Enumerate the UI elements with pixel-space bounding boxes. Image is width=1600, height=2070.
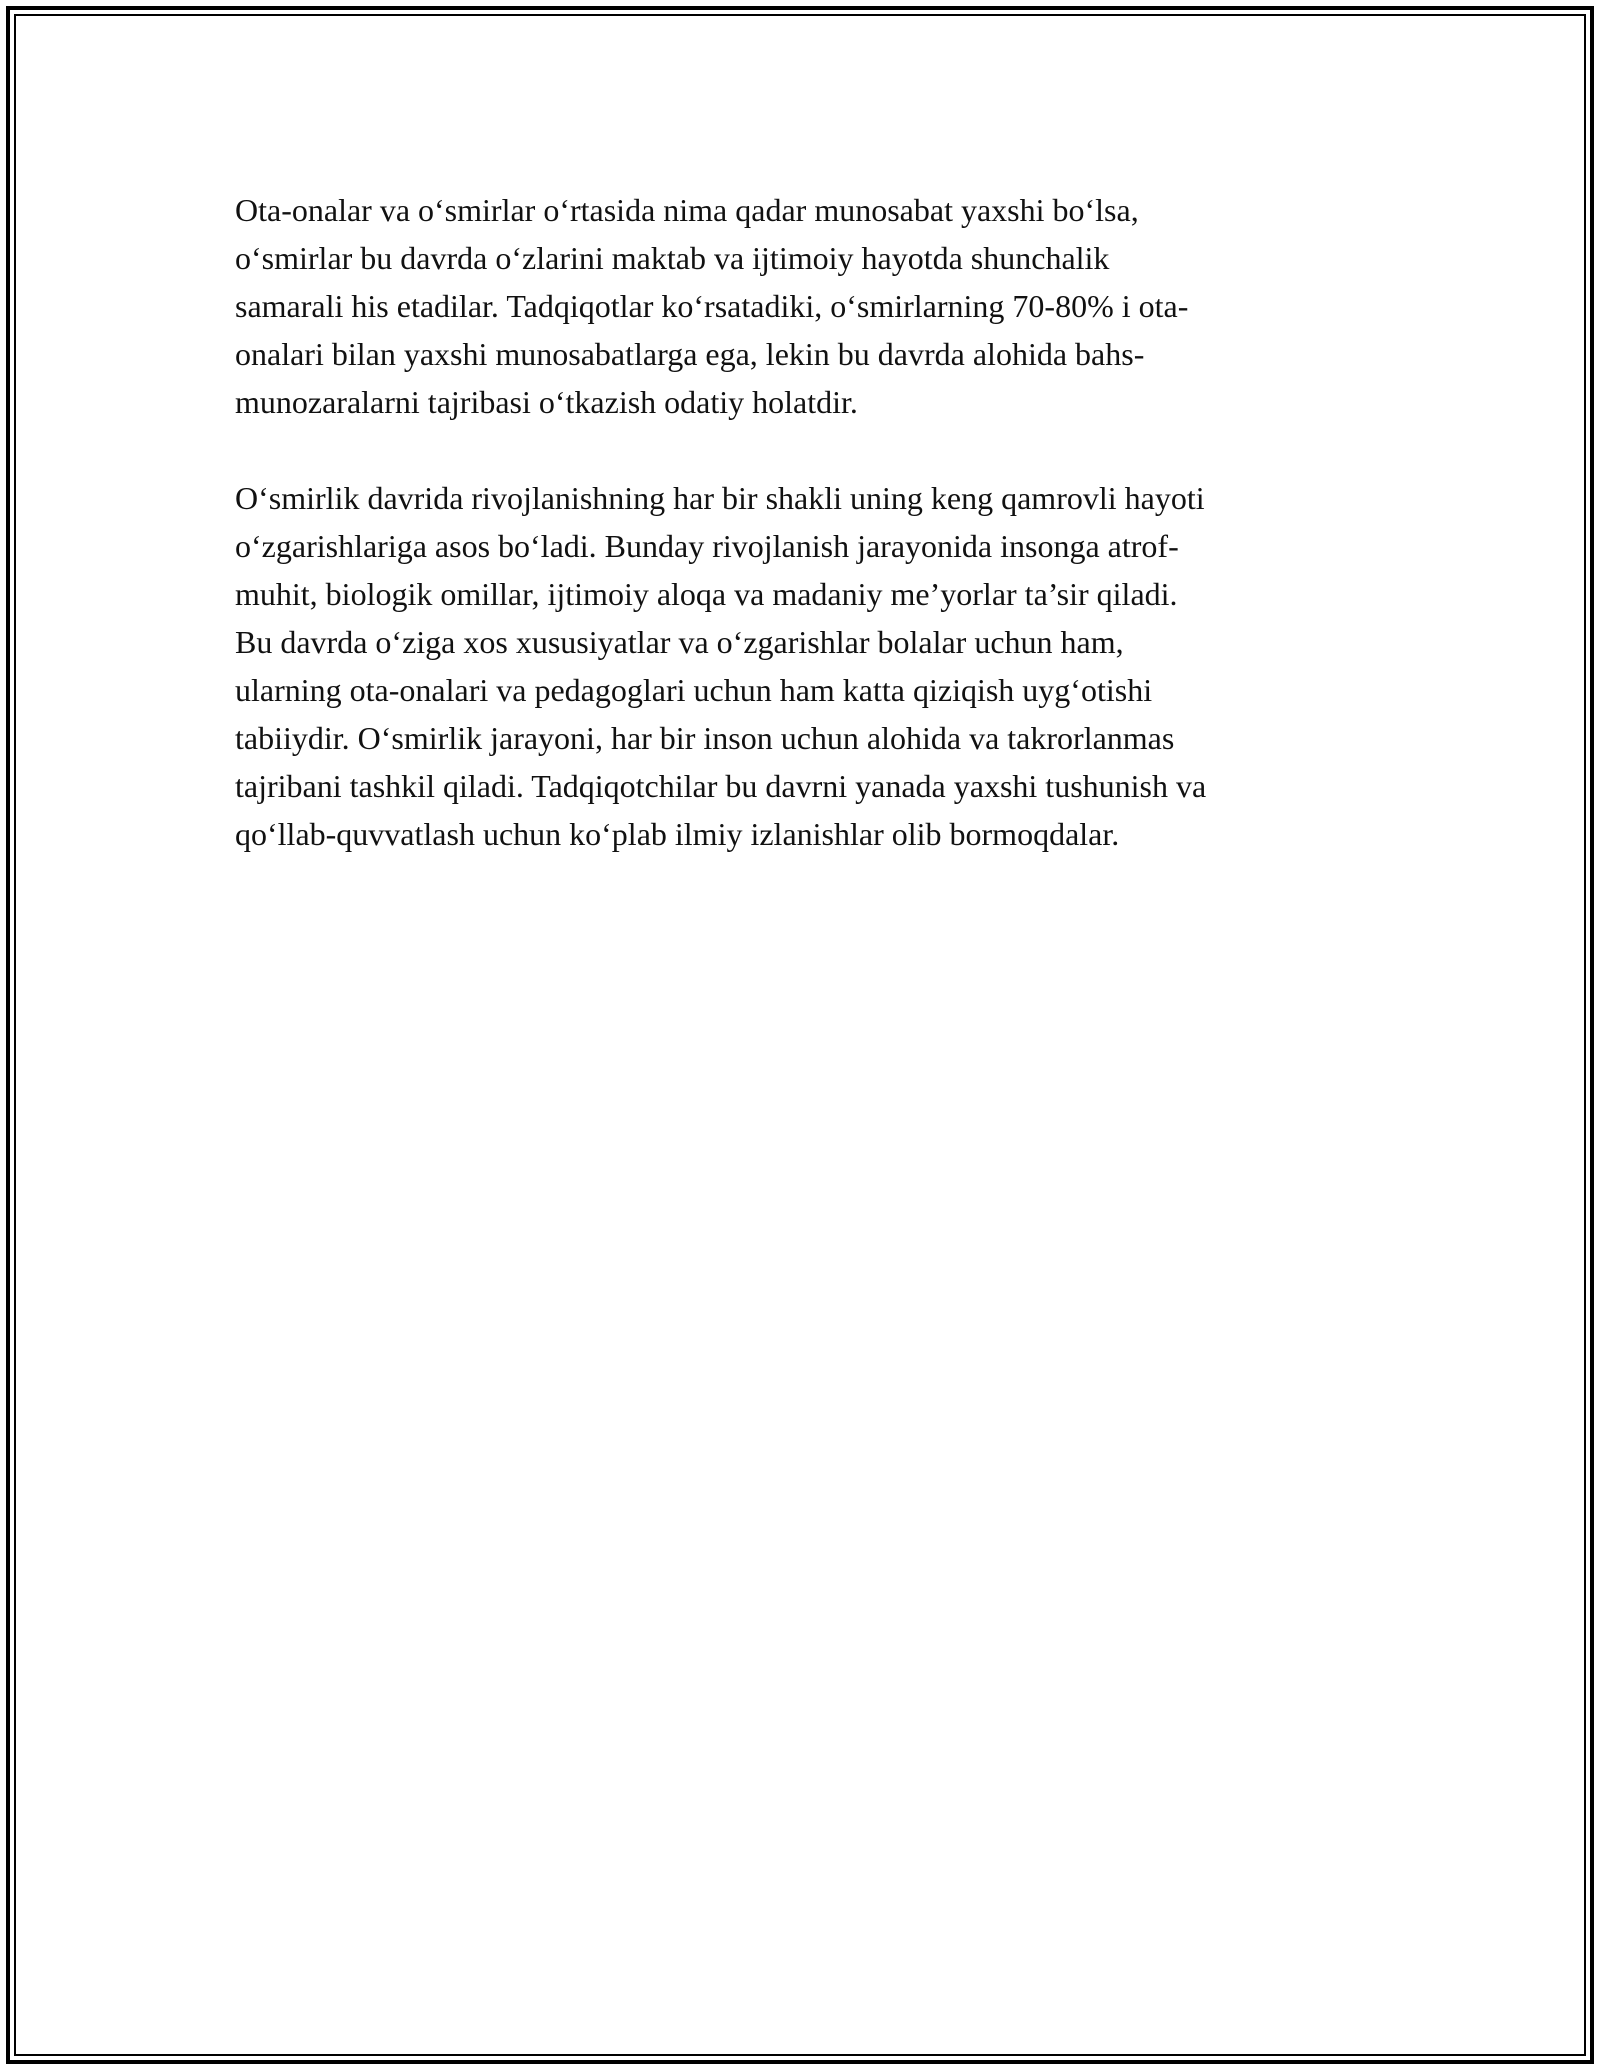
text-line: o‘smirlar bu davrda o‘zlarini maktab va ijtimoiy hayotda shunchalik	[235, 240, 1110, 276]
text-line: O‘smirlik davrida rivojlanishning har bir shakli uning keng qamrovli hayoti	[235, 480, 1205, 516]
text-line: tajribani tashkil qiladi. Tadqiqotchilar bu davrni yanada yaxshi tushunish va	[235, 768, 1207, 804]
document-body	[235, 186, 1365, 858]
text-line: o‘zgarishlariga asos bo‘ladi. Bunday rivojlanish jarayonida insonga atrof-	[235, 528, 1179, 564]
paragraph-2	[235, 474, 1365, 858]
text-line: qo‘llab-quvvatlash uchun ko‘plab ilmiy izlanishlar olib bormoqdalar.	[235, 816, 1120, 852]
text-line: muhit, biologik omillar, ijtimoiy aloqa va madaniy me’yorlar ta’sir qiladi.	[235, 576, 1178, 612]
text-line: tabiiydir. O‘smirlik jarayoni, har bir inson uchun alohida va takrorlanmas	[235, 720, 1175, 756]
text-line: Bu davrda o‘ziga xos xususiyatlar va o‘zgarishlar bolalar uchun ham,	[235, 624, 1124, 660]
text-line: samarali his etadilar. Tadqiqotlar ko‘rsatadiki, o‘smirlarning 70-80% i ota-	[235, 288, 1189, 324]
paragraph-1	[235, 186, 1365, 426]
text-line: munozaralarni tajribasi o‘tkazish odatiy holatdir.	[235, 384, 858, 420]
text-line: ularning ota-onalari va pedagoglari uchun ham katta qiziqish uyg‘otishi	[235, 672, 1153, 708]
text-line: Ota-onalar va o‘smirlar o‘rtasida nima qadar munosabat yaxshi bo‘lsa,	[235, 192, 1139, 228]
text-line: onalari bilan yaxshi munosabatlarga ega, lekin bu davrda alohida bahs-	[235, 336, 1145, 372]
